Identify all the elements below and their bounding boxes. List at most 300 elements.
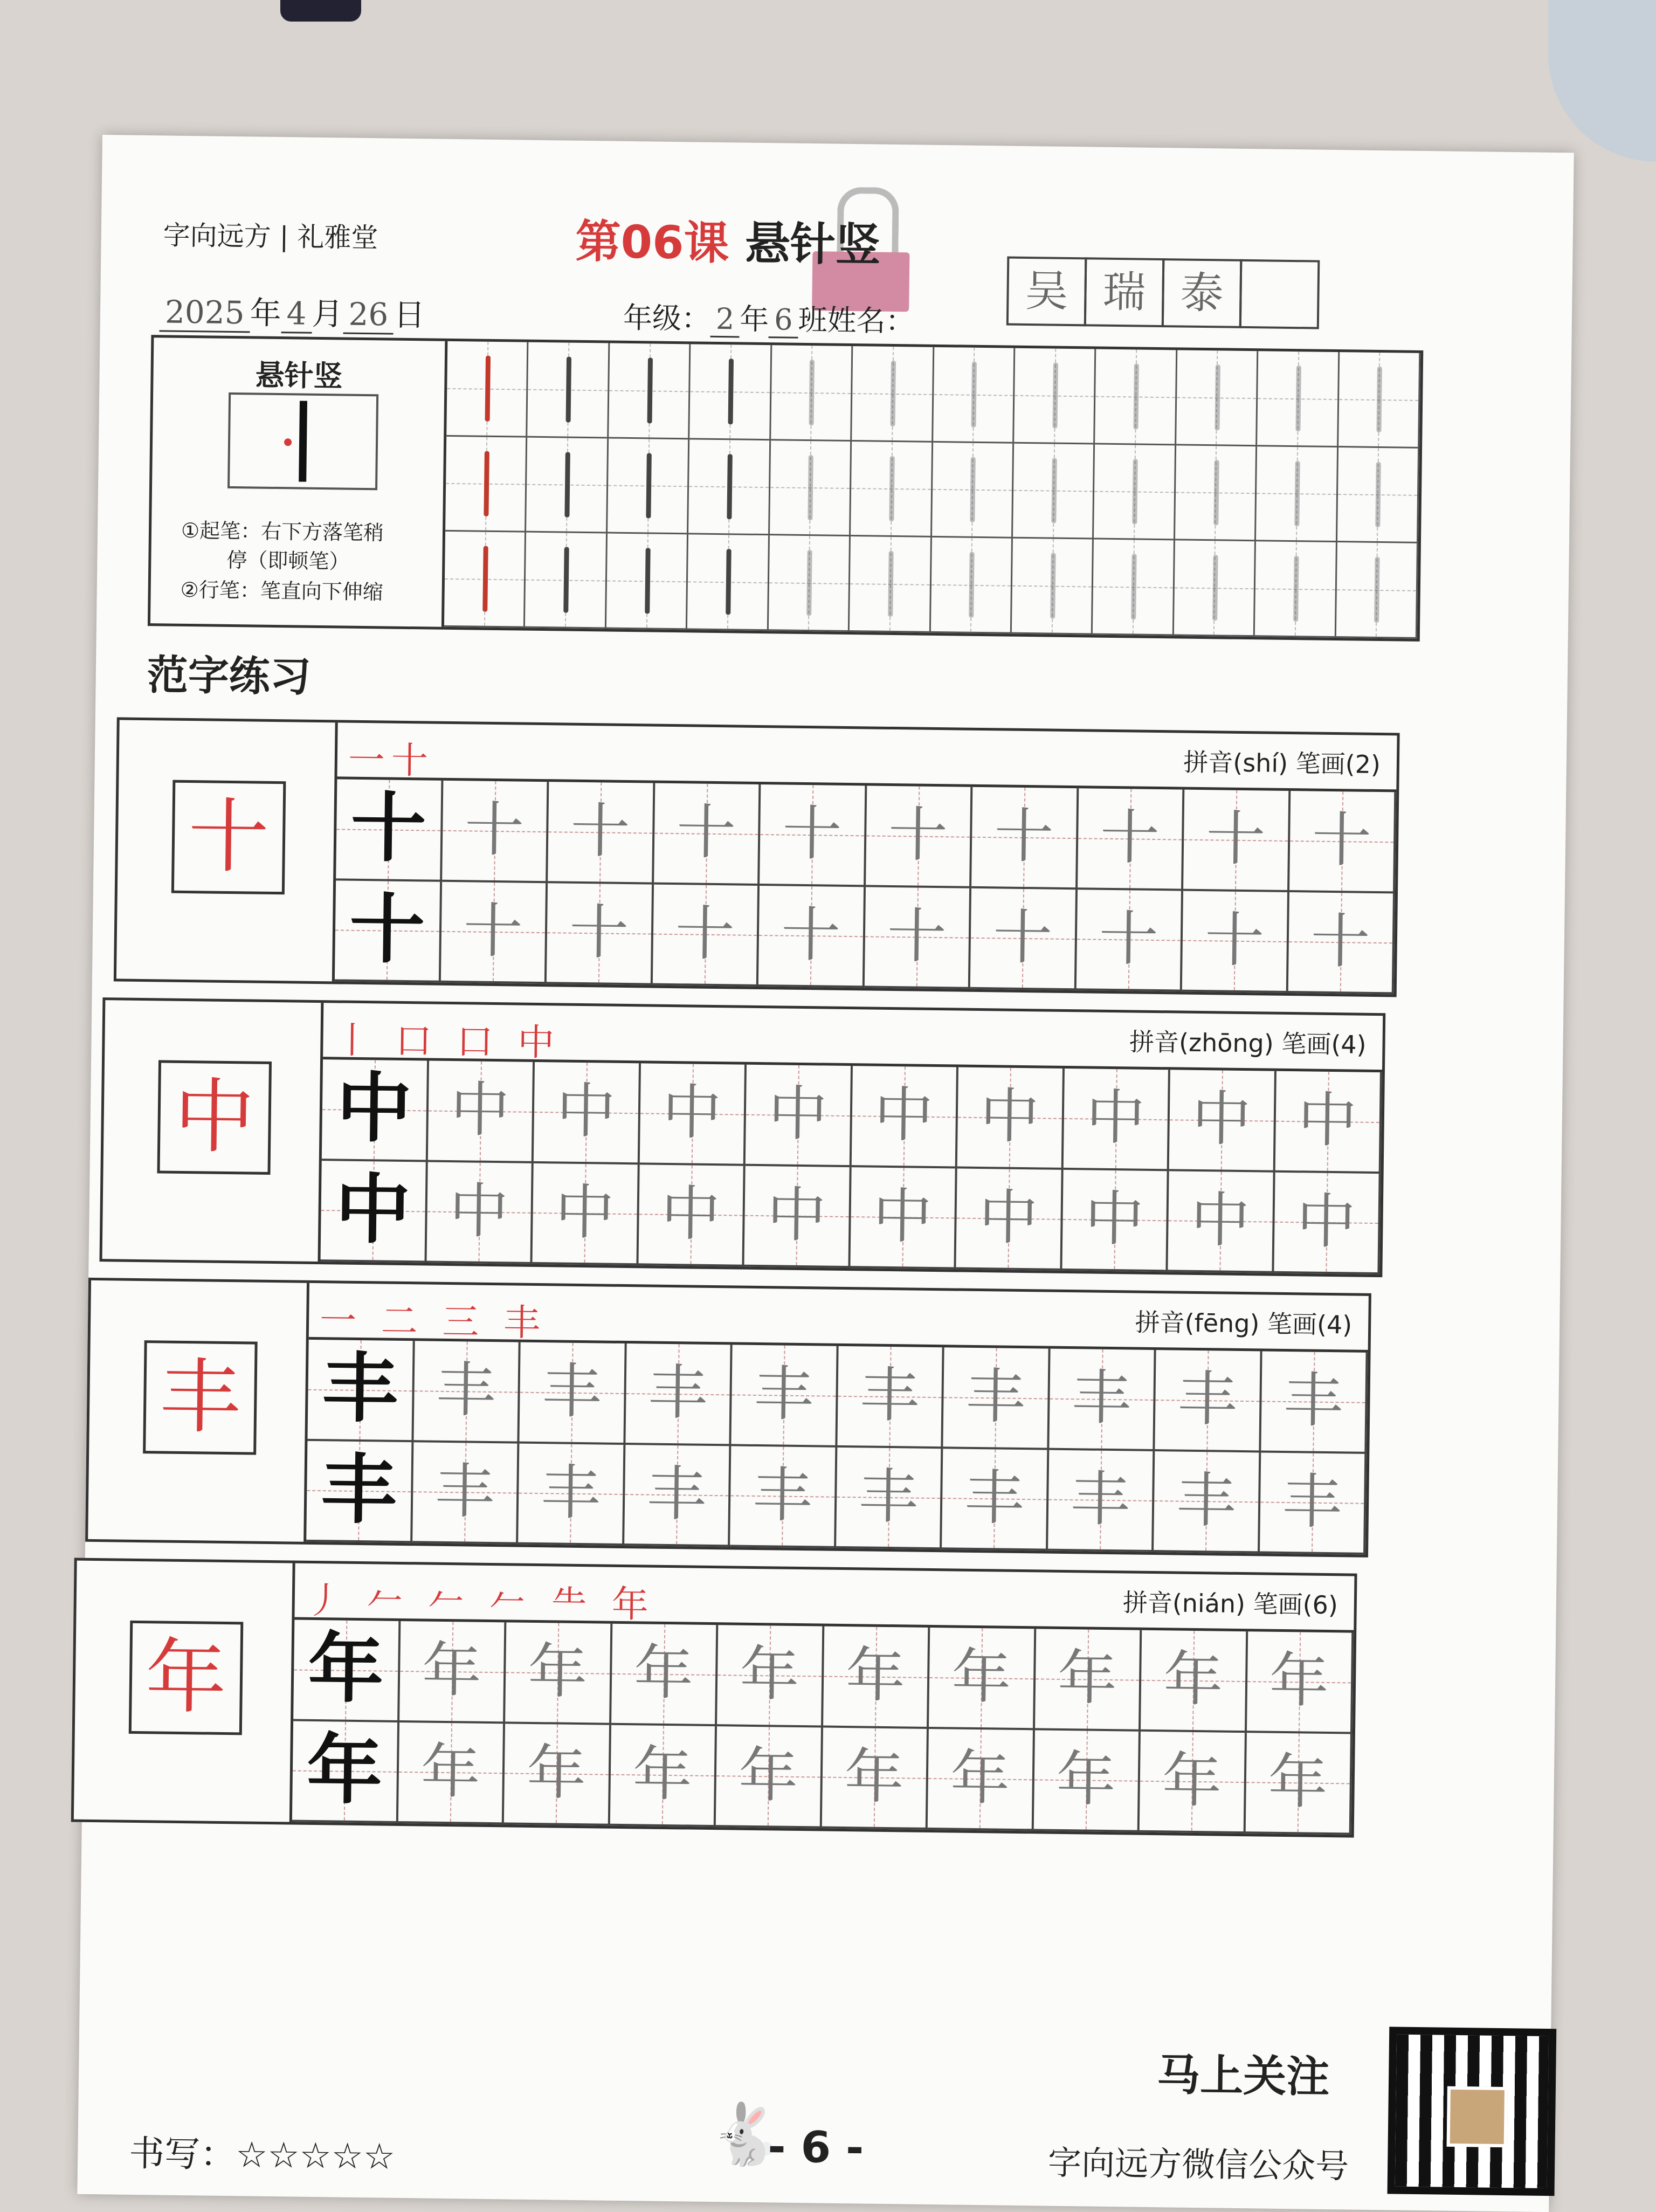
practice-cell bbox=[504, 1724, 611, 1826]
vertical-stroke bbox=[1052, 363, 1058, 429]
practice-char: 丰 bbox=[1176, 1465, 1237, 1535]
practice-char: 年 bbox=[844, 1741, 905, 1811]
practice-char: 年 bbox=[1057, 1643, 1117, 1713]
vertical-stroke bbox=[727, 454, 732, 520]
date-month-label: 月 bbox=[312, 295, 343, 333]
logo: 字向远方 | 礼雅堂 bbox=[163, 219, 378, 254]
stroke-demo bbox=[227, 392, 378, 490]
practice-cell bbox=[440, 881, 548, 984]
practice-cell bbox=[836, 1447, 943, 1549]
stroke-grid-cell bbox=[688, 439, 771, 535]
practice-cell bbox=[760, 784, 867, 887]
vertical-stroke bbox=[970, 457, 976, 522]
vertical-stroke bbox=[1051, 458, 1057, 523]
practice-cell bbox=[822, 1727, 929, 1830]
desk-object bbox=[280, 0, 361, 22]
practice-cell bbox=[1063, 1069, 1170, 1171]
practice-char: 丰 bbox=[542, 1356, 602, 1427]
stroke-order: 一 二 三 丰 bbox=[319, 1299, 547, 1345]
practice-cell bbox=[518, 1443, 625, 1546]
vertical-stroke bbox=[809, 360, 815, 425]
vertical-stroke bbox=[482, 546, 488, 612]
vertical-stroke bbox=[1294, 461, 1300, 527]
character-block bbox=[114, 717, 1400, 997]
pinyin-strokes bbox=[1183, 743, 1381, 781]
practice-rows bbox=[306, 1340, 1368, 1555]
practice-cell bbox=[850, 1167, 957, 1270]
practice-char: 中 bbox=[768, 1079, 828, 1149]
grade-info bbox=[623, 295, 915, 340]
practice-cell bbox=[1289, 791, 1397, 893]
practice-cell bbox=[547, 883, 654, 986]
practice-cell bbox=[1169, 1070, 1276, 1172]
practice-char: 丰 bbox=[320, 1445, 397, 1535]
practice-cell bbox=[929, 1628, 1036, 1730]
vertical-stroke bbox=[565, 452, 570, 518]
stroke-note: ②行笔：笔直向下伸缩 bbox=[180, 577, 384, 604]
model-char: 中 bbox=[157, 1060, 272, 1175]
practice-char: 中 bbox=[978, 1182, 1039, 1252]
stroke-count: 笔画(4) bbox=[1281, 1029, 1367, 1059]
practice-cell bbox=[1275, 1071, 1382, 1174]
practice-cell bbox=[426, 1162, 534, 1264]
practice-char: 丰 bbox=[434, 1456, 495, 1526]
practice-area bbox=[306, 1283, 1369, 1555]
vertical-stroke bbox=[563, 547, 569, 613]
practice-cell bbox=[1155, 1350, 1262, 1452]
practice-char: 中 bbox=[979, 1081, 1040, 1152]
stroke-order: 丿 𠂉 𠂉 𠂉 ⺧ 年 bbox=[305, 1579, 656, 1627]
practice-cell bbox=[427, 1061, 535, 1163]
stroke-grid-cell bbox=[1095, 349, 1177, 445]
practice-char: 中 bbox=[767, 1180, 827, 1250]
practice-cell bbox=[746, 1065, 853, 1167]
stroke-grid-cell bbox=[606, 534, 689, 630]
practice-cell bbox=[1168, 1171, 1275, 1273]
stroke-grid-cell bbox=[771, 345, 853, 441]
rabbit-icon: 🐇 bbox=[708, 2099, 783, 2169]
practice-cell bbox=[624, 1445, 732, 1547]
practice-cell bbox=[413, 1341, 521, 1443]
practice-cell bbox=[399, 1621, 507, 1724]
wechat-label: 字向远方微信公众号 bbox=[1047, 2142, 1349, 2186]
practice-char: 年 bbox=[739, 1639, 800, 1709]
practice-char: 年 bbox=[951, 1642, 1012, 1712]
vertical-stroke bbox=[1374, 557, 1379, 623]
name-boxes bbox=[1009, 257, 1320, 329]
practice-cell bbox=[957, 1067, 1065, 1170]
practice-cell bbox=[611, 1624, 719, 1726]
practice-char: 丰 bbox=[1282, 1466, 1342, 1536]
practice-char: 中 bbox=[1296, 1186, 1357, 1257]
stroke-grid-cell bbox=[1338, 352, 1421, 448]
vertical-stroke bbox=[728, 359, 734, 424]
practice-char: 中 bbox=[660, 1179, 721, 1249]
practice-cell bbox=[1140, 1731, 1247, 1834]
stroke-order: 一十 bbox=[348, 739, 435, 783]
vertical-stroke bbox=[969, 552, 974, 618]
vertical-stroke bbox=[647, 357, 652, 423]
pinyin-strokes bbox=[1123, 1583, 1338, 1621]
vertical-stroke bbox=[484, 451, 489, 516]
practice-char: 十 bbox=[463, 895, 523, 966]
stroke-grid-cell bbox=[1175, 445, 1258, 541]
stroke-grid-cell bbox=[609, 343, 691, 439]
lesson-name: 悬针竖 bbox=[744, 217, 881, 272]
stroke-grid-cell bbox=[445, 436, 528, 532]
stroke-grid-cell bbox=[1336, 542, 1418, 638]
stroke-title: 悬针竖 bbox=[255, 358, 343, 394]
stroke-grid-cell bbox=[1013, 443, 1095, 539]
stroke-grid-cell bbox=[932, 443, 1014, 539]
practice-char: 十 bbox=[886, 901, 947, 971]
model-character bbox=[102, 1000, 324, 1262]
practice-cell bbox=[1141, 1630, 1248, 1733]
practice-cell bbox=[548, 782, 655, 884]
practice-char: 丰 bbox=[752, 1460, 813, 1530]
grade-value: 2 bbox=[710, 302, 740, 338]
stroke-grid-cell bbox=[769, 536, 851, 632]
practice-char: 十 bbox=[464, 795, 525, 865]
practice-rows bbox=[292, 1620, 1354, 1835]
stroke-practice bbox=[148, 335, 1423, 642]
stroke-grid-cell bbox=[1257, 351, 1340, 447]
practice-cell bbox=[412, 1442, 520, 1545]
practice-area bbox=[335, 722, 1397, 994]
practice-cell bbox=[532, 1163, 639, 1265]
practice-char: 中 bbox=[873, 1080, 934, 1150]
practice-cell bbox=[1246, 1631, 1354, 1734]
qr-code[interactable] bbox=[1388, 2027, 1557, 2196]
stroke-grid-cell bbox=[1093, 540, 1175, 636]
stroke-grid-cell bbox=[608, 438, 690, 534]
practice-char: 十 bbox=[674, 898, 735, 968]
practice-char: 丰 bbox=[858, 1461, 919, 1532]
practice-cell bbox=[638, 1164, 746, 1267]
practice-char: 十 bbox=[781, 899, 841, 970]
practice-cell bbox=[851, 1066, 958, 1168]
practice-char: 十 bbox=[350, 783, 427, 873]
practice-cell bbox=[398, 1722, 505, 1824]
stroke-grid bbox=[444, 341, 1420, 639]
practice-char: 十 bbox=[992, 902, 1053, 973]
practice-char: 十 bbox=[782, 798, 843, 869]
class-value: 6 bbox=[769, 302, 798, 339]
practice-cell bbox=[1274, 1172, 1381, 1274]
practice-cell bbox=[1078, 788, 1185, 891]
practice-cell bbox=[610, 1725, 717, 1827]
stroke-grid-cell bbox=[444, 532, 527, 628]
vertical-stroke bbox=[1295, 366, 1301, 431]
practice-cell bbox=[320, 1161, 427, 1263]
name-char: 瑞 bbox=[1084, 257, 1165, 327]
practice-char: 中 bbox=[556, 1076, 616, 1146]
vertical-stroke bbox=[1131, 554, 1136, 620]
practice-cell bbox=[292, 1721, 399, 1823]
practice-char: 丰 bbox=[754, 1359, 814, 1429]
practice-char: 丰 bbox=[1070, 1464, 1130, 1534]
practice-char: 中 bbox=[661, 1077, 722, 1148]
practice-char: 丰 bbox=[321, 1344, 398, 1434]
practice-cell bbox=[1260, 1452, 1367, 1555]
pinyin: 拼音(nián) bbox=[1122, 1588, 1246, 1619]
practice-cell bbox=[731, 1345, 838, 1447]
practice-char: 年 bbox=[527, 1636, 588, 1707]
stroke-grid-cell bbox=[930, 538, 1013, 633]
practice-cell bbox=[336, 779, 443, 881]
vertical-stroke bbox=[808, 455, 813, 521]
stroke-grid-cell bbox=[528, 342, 610, 438]
vertical-stroke bbox=[889, 456, 894, 522]
stroke-info bbox=[150, 337, 447, 627]
practice-char: 年 bbox=[422, 1635, 482, 1705]
vertical-stroke bbox=[1293, 556, 1299, 622]
practice-cell bbox=[505, 1622, 612, 1725]
date bbox=[160, 286, 425, 335]
vertical-stroke bbox=[645, 548, 650, 614]
model-character bbox=[74, 1561, 295, 1822]
grade-label: 年级： bbox=[623, 300, 711, 336]
practice-cell bbox=[293, 1620, 401, 1722]
practice-char: 中 bbox=[872, 1181, 933, 1251]
practice-cell bbox=[758, 885, 866, 988]
practice-rows bbox=[320, 1059, 1382, 1274]
worksheet bbox=[77, 135, 1574, 2212]
practice-char: 中 bbox=[448, 1176, 509, 1246]
practice-cell bbox=[864, 887, 971, 989]
stroke-grid-cell bbox=[1094, 444, 1176, 540]
practice-cell bbox=[1049, 1349, 1156, 1451]
stroke-grid-cell bbox=[689, 344, 772, 440]
stroke-grid-cell bbox=[687, 535, 770, 631]
desk-object bbox=[1548, 0, 1656, 162]
practice-cell bbox=[1062, 1169, 1169, 1272]
practice-char: 十 bbox=[1100, 802, 1160, 873]
stroke-grid-cell bbox=[850, 536, 932, 632]
practice-char: 十 bbox=[570, 796, 631, 866]
practice-cell bbox=[306, 1441, 413, 1543]
practice-char: 十 bbox=[993, 801, 1054, 871]
stroke-grid-cell bbox=[1256, 446, 1338, 542]
pinyin: 拼音(shí) bbox=[1183, 747, 1288, 778]
date-month: 4 bbox=[281, 295, 312, 334]
practice-cell bbox=[1076, 890, 1183, 992]
practice-cell bbox=[837, 1346, 944, 1449]
section-title: 范字练习 bbox=[147, 651, 312, 701]
practice-char: 年 bbox=[845, 1641, 906, 1711]
follow-label: 马上关注 bbox=[1156, 2050, 1330, 2103]
stroke-grid-cell bbox=[1255, 542, 1337, 638]
practice-cell bbox=[639, 1063, 747, 1166]
practice-cell bbox=[730, 1446, 837, 1548]
practice-char: 中 bbox=[1297, 1085, 1358, 1155]
model-char: 年 bbox=[129, 1621, 244, 1735]
practice-char: 年 bbox=[420, 1736, 481, 1807]
page-number: - 6 - bbox=[767, 2121, 864, 2173]
practice-char: 十 bbox=[1312, 805, 1372, 875]
pinyin-strokes bbox=[1129, 1022, 1367, 1060]
practice-char: 十 bbox=[1205, 804, 1266, 874]
vertical-stroke bbox=[1050, 553, 1055, 619]
vertical-stroke bbox=[485, 356, 490, 422]
stroke-grid-cell bbox=[525, 533, 608, 629]
practice-cell bbox=[519, 1342, 626, 1445]
practice-cell bbox=[823, 1627, 930, 1729]
date-year-label: 年 bbox=[250, 294, 282, 332]
vertical-stroke bbox=[1215, 364, 1220, 430]
stroke-grid-cell bbox=[1014, 348, 1096, 444]
stroke-note: ①起笔：右下方落笔稍 bbox=[181, 518, 384, 545]
stroke-grid-cell bbox=[1176, 350, 1259, 446]
practice-cell bbox=[652, 884, 760, 987]
practice-char: 年 bbox=[950, 1742, 1010, 1813]
name-label: 姓名： bbox=[827, 303, 915, 339]
model-character bbox=[116, 720, 338, 981]
name-char: 泰 bbox=[1162, 258, 1243, 328]
practice-char: 中 bbox=[334, 1164, 411, 1255]
practice-char: 丰 bbox=[646, 1459, 707, 1529]
vertical-stroke bbox=[1134, 363, 1139, 429]
practice-cell bbox=[942, 1449, 1049, 1551]
vertical-stroke bbox=[807, 550, 812, 616]
practice-char: 年 bbox=[633, 1638, 694, 1708]
practice-cell bbox=[1245, 1733, 1353, 1835]
practice-char: 丰 bbox=[540, 1457, 601, 1527]
practice-char: 中 bbox=[1190, 1185, 1251, 1255]
model-char: 十 bbox=[171, 780, 286, 895]
pinyin-strokes bbox=[1135, 1303, 1352, 1341]
practice-cell bbox=[928, 1728, 1035, 1831]
practice-char: 丰 bbox=[965, 1361, 1026, 1432]
practice-cell bbox=[744, 1166, 851, 1268]
practice-cell bbox=[335, 880, 442, 983]
practice-cell bbox=[717, 1625, 824, 1727]
stroke-grid-cell bbox=[770, 440, 852, 536]
model-character bbox=[88, 1280, 309, 1542]
practice-cell bbox=[970, 888, 1078, 990]
practice-char: 年 bbox=[632, 1739, 693, 1809]
practice-cell bbox=[322, 1059, 429, 1162]
practice-char: 丰 bbox=[964, 1463, 1025, 1533]
practice-char: 丰 bbox=[859, 1360, 920, 1430]
practice-char: 中 bbox=[555, 1177, 615, 1248]
practice-char: 年 bbox=[1162, 1745, 1222, 1816]
practice-cell bbox=[442, 781, 549, 883]
practice-cell bbox=[1033, 1730, 1141, 1832]
practice-char: 年 bbox=[1267, 1747, 1328, 1817]
practice-char: 年 bbox=[738, 1740, 798, 1810]
pinyin: 拼音(fēng) bbox=[1135, 1307, 1260, 1339]
stroke-count: 笔画(2) bbox=[1295, 749, 1381, 780]
stroke-count: 笔画(6) bbox=[1253, 1589, 1338, 1620]
practice-cell bbox=[956, 1168, 1063, 1271]
grade-year-label: 年 bbox=[739, 302, 769, 337]
character-block bbox=[71, 1558, 1357, 1838]
stroke-grid-cell bbox=[851, 442, 933, 538]
practice-cell bbox=[625, 1343, 733, 1446]
practice-char: 年 bbox=[526, 1738, 586, 1808]
name-char bbox=[1239, 259, 1320, 329]
practice-cell bbox=[1034, 1629, 1142, 1731]
practice-cell bbox=[1288, 892, 1395, 995]
practice-char: 年 bbox=[1055, 1744, 1116, 1814]
vertical-stroke bbox=[888, 551, 893, 617]
practice-char: 十 bbox=[888, 800, 948, 870]
stroke-grid-cell bbox=[1337, 447, 1420, 543]
practice-char: 年 bbox=[1163, 1644, 1224, 1714]
practice-char: 中 bbox=[336, 1064, 413, 1154]
practice-cell bbox=[307, 1340, 415, 1442]
practice-char: 丰 bbox=[436, 1355, 496, 1425]
practice-cell bbox=[1183, 790, 1291, 892]
practice-area bbox=[320, 1003, 1383, 1274]
practice-char: 十 bbox=[569, 897, 630, 967]
vertical-stroke bbox=[1132, 459, 1137, 525]
stroke-grid-cell bbox=[1174, 541, 1257, 637]
model-char: 丰 bbox=[143, 1340, 258, 1455]
practice-cell bbox=[534, 1062, 641, 1164]
writing-rating: 书写：☆☆☆☆☆ bbox=[128, 2132, 396, 2177]
stroke-grid-cell bbox=[446, 341, 529, 437]
practice-char: 年 bbox=[307, 1624, 384, 1714]
vertical-stroke bbox=[1213, 460, 1219, 526]
practice-char: 十 bbox=[1098, 904, 1159, 974]
practice-char: 丰 bbox=[1283, 1365, 1344, 1436]
practice-char: 十 bbox=[676, 797, 736, 867]
stroke-note: 停（即顿笔） bbox=[226, 548, 350, 574]
practice-area bbox=[292, 1563, 1355, 1835]
practice-rows bbox=[335, 779, 1396, 994]
character-block bbox=[85, 1278, 1371, 1558]
lesson-number: 第06课 bbox=[575, 215, 730, 270]
practice-cell bbox=[1048, 1450, 1155, 1552]
practice-cell bbox=[654, 783, 761, 886]
practice-cell bbox=[971, 787, 1079, 890]
practice-char: 中 bbox=[1084, 1183, 1145, 1254]
practice-char: 丰 bbox=[1177, 1364, 1238, 1434]
practice-char: 年 bbox=[1269, 1645, 1329, 1716]
character-block bbox=[99, 997, 1385, 1277]
pinyin: 拼音(zhōng) bbox=[1129, 1027, 1274, 1058]
practice-cell bbox=[1261, 1351, 1368, 1453]
vertical-stroke bbox=[566, 357, 571, 423]
practice-char: 丰 bbox=[647, 1357, 708, 1428]
practice-char: 十 bbox=[1310, 906, 1371, 976]
practice-char: 十 bbox=[1204, 905, 1265, 975]
practice-char: 中 bbox=[1085, 1083, 1146, 1153]
vertical-stroke bbox=[1212, 555, 1218, 621]
stroke-grid-cell bbox=[526, 437, 609, 533]
practice-char: 十 bbox=[349, 885, 426, 974]
practice-cell bbox=[1182, 891, 1289, 993]
practice-cell bbox=[943, 1347, 1050, 1450]
practice-char: 丰 bbox=[1071, 1363, 1132, 1433]
practice-char: 中 bbox=[450, 1075, 510, 1145]
vertical-stroke bbox=[1377, 367, 1382, 432]
practice-char: 年 bbox=[306, 1725, 383, 1815]
lesson-title bbox=[575, 205, 881, 274]
vertical-stroke bbox=[1376, 462, 1381, 528]
vertical-stroke bbox=[890, 361, 895, 426]
vertical-stroke bbox=[646, 453, 651, 519]
stroke-grid-cell bbox=[1012, 539, 1094, 635]
class-label: 班 bbox=[798, 302, 828, 337]
name-char: 吴 bbox=[1006, 257, 1087, 327]
practice-cell bbox=[716, 1726, 823, 1829]
stroke-grid-cell bbox=[852, 346, 934, 442]
vertical-stroke bbox=[971, 362, 977, 428]
date-day-label: 日 bbox=[393, 296, 425, 334]
